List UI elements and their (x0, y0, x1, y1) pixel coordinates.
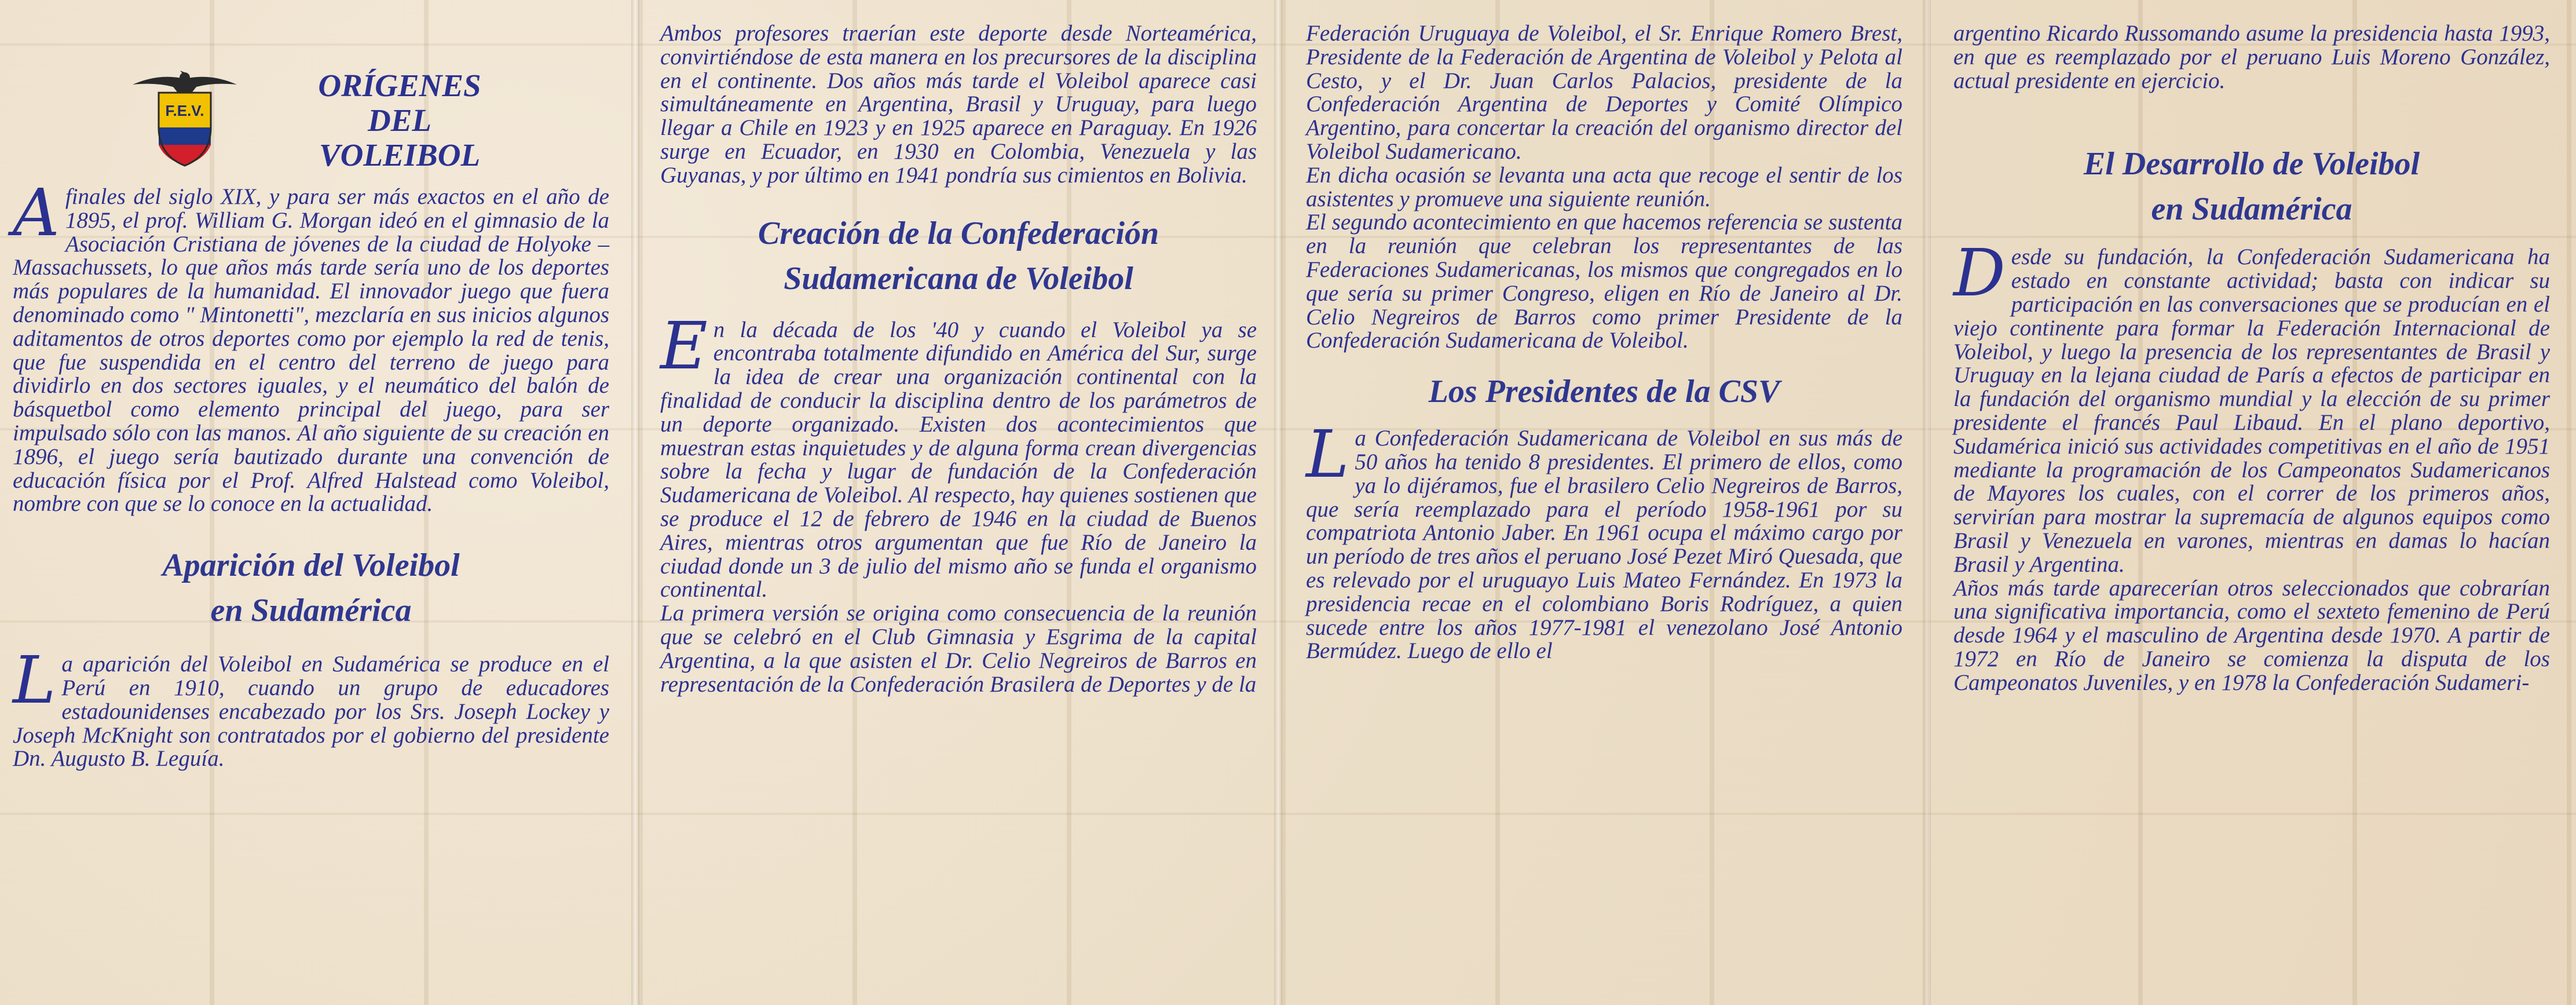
section-heading-desarrollo (1953, 141, 2550, 232)
main-title-line: VOLEIBOL (319, 137, 481, 173)
section-heading-creacion (660, 211, 1257, 301)
heading-line: Sudamericana de Voleibol (784, 260, 1133, 297)
desarrollo-paragraph-2: Años más tarde aparecerían otros seleccionados que cobrarían una significativa importancia, como el sexteto femenino de Perú desde 1964 y el masculino de Argentina desde 1970. A partir de 1972 en Río de Janeiro se comienza la disputa de los Campeonatos Juveniles, y en 1978 la Confederación Sudameri- (1953, 575, 2550, 695)
dropcap: L (1306, 417, 1349, 493)
dropcap: E (660, 308, 708, 384)
fold-line (631, 0, 639, 1005)
heading-line: Creación de la Confederación (758, 215, 1159, 251)
condor-icon (133, 71, 237, 93)
creacion-paragraph-4: En dicha ocasión se levanta una acta que recoge el sentir de los asistentes y promueve una siguiente reunión. (1306, 162, 1902, 211)
section-heading-aparicion (13, 543, 609, 633)
presidentes-paragraph (1306, 417, 1902, 664)
aparicion-continued: Ambos profesores traerían este deporte desde Norteamérica, convirtiéndose de esta manera en los precursores de la disciplina en el continente. Dos años más tarde el Voleibol aparece casi simultáneamente en Argentina, Brasil y Uruguay, para luego llegar a Chile en 1923 y en 1925 aparece en Paraguay. En 1926 surge en Ecuador, en 1930 en Colombia, Venezuela y las Guyanas, y por último en 1941 pondría sus cimientos en Bolivia. (660, 21, 1257, 188)
creacion-paragraph-5: El segundo acontecimiento en que hacemos referencia se sustenta en la reunión que celebran los representantes de las Federaciones Sudamericanas, los mismos que congregados en lo que sería su primer Congreso, eligen en Río de Janeiro al Dr. Celio Negreiros de Barros como primer Presidente de la Confederación Sudamericana de Voleibol. (1306, 210, 1902, 353)
fev-logo (127, 63, 243, 178)
main-title (255, 68, 544, 173)
aparicion-paragraph (13, 643, 609, 772)
panel-4 (1953, 0, 2550, 1005)
dropcap: A (13, 176, 60, 251)
fold-line (1274, 0, 1282, 1005)
creacion-paragraph-1 (660, 308, 1257, 602)
main-title-line: ORÍGENES (318, 68, 481, 103)
creacion-text: n la década de los '40 y cuando el Voleibol ya se encontraba totalmente difundido en América del Sur, surge la idea de crear una organización continental con la finalidad de conducir la disciplina dentro de los parámetros de un deporte organizado. Existen dos acontecimientos que muestran estas inquietudes y de alguna forma crean divergencias sobre la fecha y lugar de fundación de la Confederación Sudamericana de Voleibol. Al respecto, hay quienes sostienen que se produce el 12 de febrero de 1946 en la ciudad de Buenos Aires, mientras otros argumentan que fue Río de Janeiro la ciudad donde un 3 de julio del mismo año se funda el organismo continental. (660, 317, 1257, 602)
presidentes-continued: argentino Ricardo Russomando asume la presidencia hasta 1993, en que es reemplazado por el peruano Luis Moreno González, actual presidente en ejercicio. (1953, 21, 2550, 93)
heading-line: Aparición del Voleibol (162, 547, 460, 584)
main-title-line: DEL (368, 103, 431, 138)
intro-paragraph (13, 176, 609, 517)
dropcap: L (13, 643, 56, 719)
panel-3 (1306, 0, 1902, 1005)
panel-2 (660, 0, 1257, 1005)
intro-text: finales del siglo XIX, y para ser más exactos en el año de 1895, el prof. William G. Morgan ideó en el gimnasio de la Asociación Cristiana de jóvenes de la ciudad de Holyoke – Massachussets, lo que años más tarde sería uno de los deportes más populares de la humanidad. El innovador juego que fuera denominado como " Mintonetti", mezclaría en sus inicios algunos aditamentos de otros deportes como por ejemplo la red de tenis, que fue suspendida en el centro del terreno de juego para dividirlo en dos sectores iguales, y el neumático del balón de básquetbol como elemento principal del juego, para ser impulsado sólo con las manos. Al año siguiente de su creación en 1896, el juego sería bautizado durante una convención de educación física por el Prof. Alfred Halstead como Voleibol, nombre con que se lo conoce en la actualidad. (13, 184, 609, 517)
creacion-paragraph-2: La primera versión se origina como consecuencia de la reunión que se celebró en el Club Gimnasia y Esgrima de la capital Argentina, a la que asisten el Dr. Celio Negreiros de Barros en representación de la Confederación Brasilera de Deportes y de la (660, 601, 1257, 697)
aparicion-text: a aparición del Voleibol en Sudamérica se produce en el Perú en 1910, cuando un grupo de educadores estadounidenses encabezado por los Srs. Joseph Lockey y Joseph McKnight son contratados por el gobierno del presidente Dn. Augusto B. Leguía. (13, 652, 609, 772)
panel-1 (13, 0, 609, 1005)
section-heading-presidentes (1306, 369, 1902, 414)
heading-line: Los Presidentes de la CSV (1428, 374, 1780, 410)
presidentes-text: a Confederación Sudamericana de Voleibol en sus más de 50 años ha tenido 8 presidentes. El primero de ellos, como ya lo dijéramos, fue el brasilero Celio Negreiros de Barros, que sería reemplazado para el período 1958-1961 por su compatriota Antonio Jaber. En 1961 ocupa el máximo cargo por un período de tres años el peruano José Pezet Miró Quesada, que es relevado por el uruguayo Luis Mateo Fernández. En 1973 la presidencia recae en el colombiano Boris Rodríguez, a quien sucede entre los años 1977-1981 el venezolano José Antonio Bermúdez. Luego de ello el (1306, 426, 1902, 664)
heading-line: en Sudamérica (2151, 191, 2352, 228)
dropcap: D (1953, 236, 2006, 312)
fold-line (1923, 0, 1931, 1005)
title-block (13, 0, 609, 173)
logo-text: F.E.V. (165, 102, 204, 119)
heading-line: El Desarrollo de Voleibol (2083, 146, 2420, 182)
desarrollo-text: esde su fundación, la Confederación Sudamericana ha estado en constante actividad; basta con indicar su participación en las conversaciones que se producían en el viejo continente para formar la Federación Internacional de Voleibol, y luego la presencia de los representantes de Brasil y Uruguay en la lejana ciudad de París a efectos de participar en la fundación del organismo mundial y la elección de su primer presidente el francés Paul Libaud. En el plano deportivo, Sudamérica inició sus actividades competitivas en el año de 1951 mediante la programación de los Campeonatos Sudamericanos de Mayores los cuales, con el correr de los primeros años, servirían para mostrar la supremacía de algunos equipos como Brasil y Venezuela en varones, mientras en damas lo hacían Brasil y Argentina. (1953, 244, 2550, 577)
desarrollo-paragraph-1 (1953, 236, 2550, 577)
heading-line: en Sudamérica (210, 593, 412, 629)
creacion-paragraph-3: Federación Uruguaya de Voleibol, el Sr. Enrique Romero Brest, Presidente de la Federación de Argentina de Voleibol y Pelota al Cesto, y el Dr. Juan Carlos Palacios, presidente de la Confederación Argentina de Deportes y Comité Olímpico Argentino, para concertar la creación del organismo director del Voleibol Sudamericano. (1306, 21, 1902, 164)
